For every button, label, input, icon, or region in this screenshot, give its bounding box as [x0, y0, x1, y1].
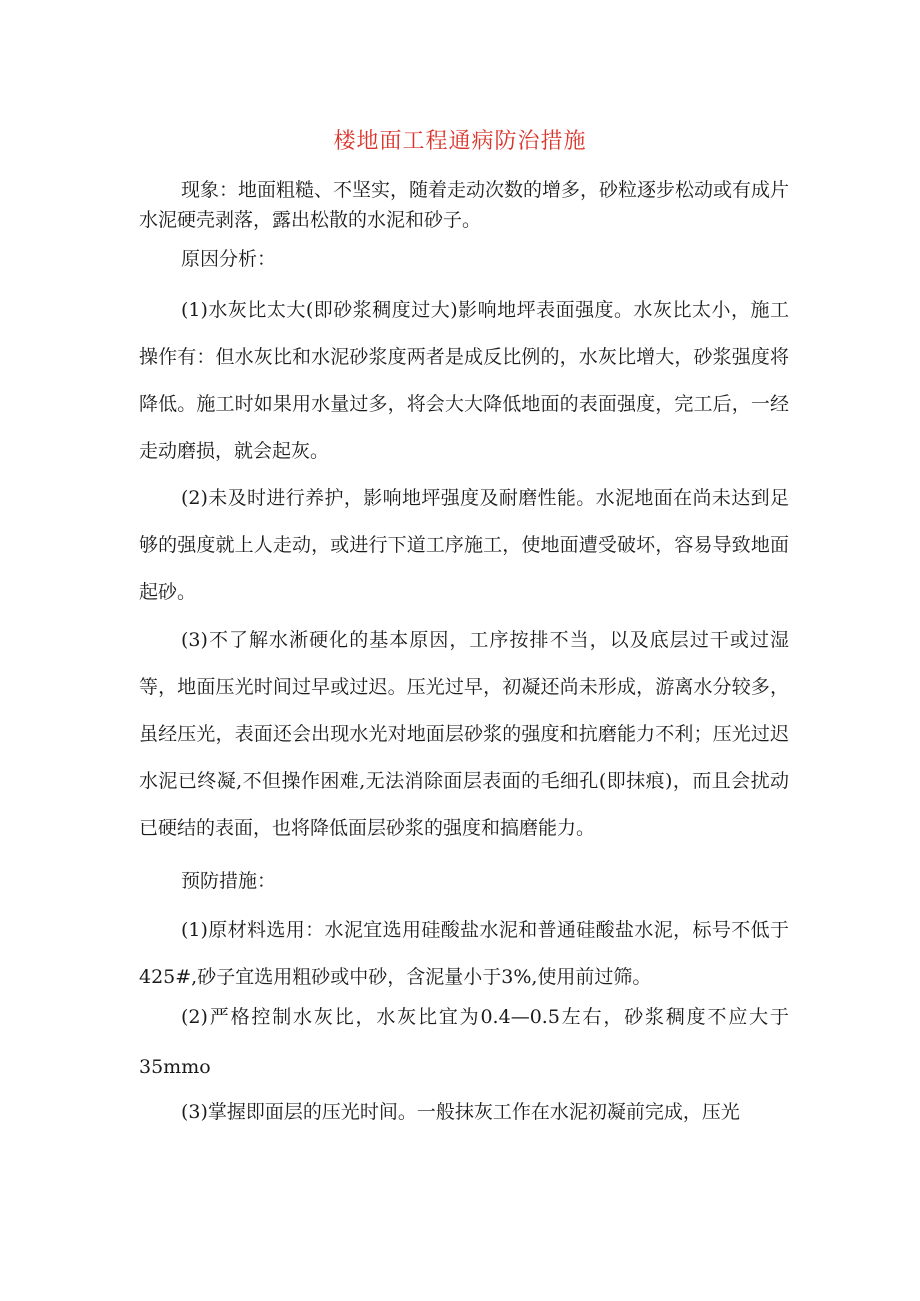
- paragraph-prevention-heading: 预防措施：: [181, 870, 277, 892]
- paragraph-cause-3: (3)不了解水淅硬化的基本原因，工序按排不当，以及底层过干或过湿等，地面压光时间过早或过迟。压光过早，初凝还尚未形成，游离水分较多，虽经压光，表面还会出现水光对地面层砂浆的强度和抗磨能力不利；压光过迟水泥已终凝,不但操作困难,无法消除面层表面的毛细孔(即抹痕)，而且会扰动已硬结的表面，也将降低面层砂浆的强度和搞磨能力。: [139, 629, 789, 839]
- paragraph-cause-1: (1)水灰比太大(即砂浆稠度过大)影响地坪表面强度。水灰比太小，施工操作有：但水灰比和水泥砂浆度两者是成反比例的，水灰比增大，砂浆强度将降低。施工时如果用水量过多，将会大大降低地面的表面强度，完工后，一经走动磨损，就会起灰。: [139, 299, 789, 462]
- paragraph-prevention-2: (2)严格控制水灰比，水灰比宜为0.4—0.5左右，砂浆稠度不应大于35mmo: [139, 1006, 789, 1078]
- paragraph-phenomenon: 现象：地面粗糙、不坚实，随着走动次数的增多，砂粒逐步松动或有成片水泥硬壳剥落，露出松散的水泥和砂子。: [139, 179, 790, 231]
- paragraph-cause-2: (2)未及时进行养护，影响地坪强度及耐磨性能。水泥地面在尚未达到足够的强度就上人走动，或进行下道工序施工，使地面遭受破坏，容易导致地面起砂。: [139, 487, 789, 603]
- document-title: 楼地面工程通病防治措施: [333, 129, 587, 154]
- paragraph-prevention-3: (3)掌握即面层的压光时间。一般抹灰工作在水泥初凝前完成，压光: [181, 1101, 740, 1123]
- paragraph-cause-heading: 原因分析：: [181, 248, 277, 270]
- paragraph-prevention-1: (1)原材料选用：水泥宜选用硅酸盐水泥和普通硅酸盐水泥，标号不低于425#,砂子宜选用粗砂或中砂，含泥量小于3%,使用前过筛。: [139, 919, 789, 988]
